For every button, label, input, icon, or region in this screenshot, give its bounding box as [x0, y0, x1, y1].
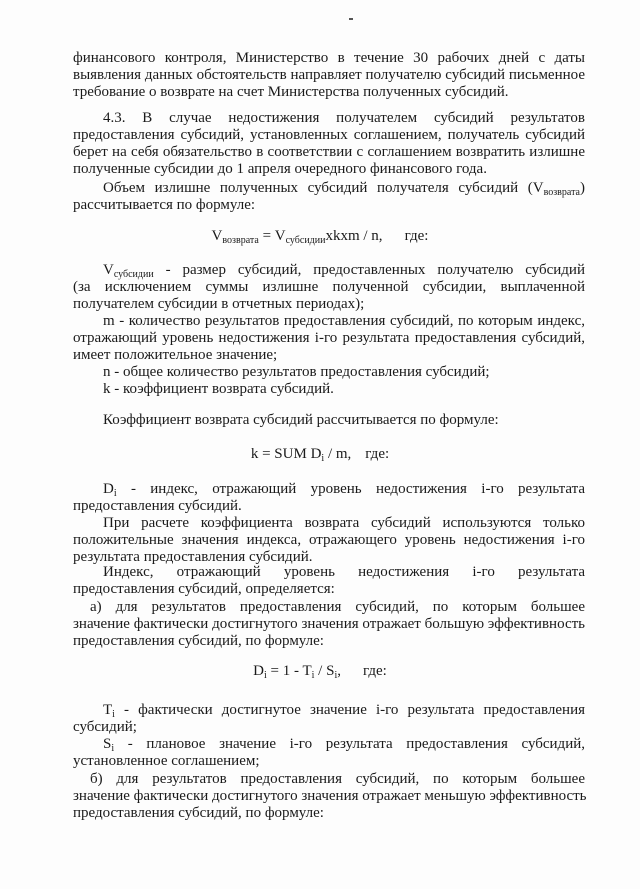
- text-line: Индекс, отражающий уровень недостижения i-го результата: [103, 564, 585, 580]
- text-line: Объем излишне полученных субсидий получателя субсидий $(V_{возврата})$: [103, 180, 585, 198]
- text-line: получателем субсидии в отчетных периодах);: [73, 296, 365, 312]
- text-line: n - общее количество результатов предоставления субсидий;: [103, 364, 490, 380]
- text-line: $T_i$ - фактически достигнутое значение i-го результата предоставления: [103, 702, 585, 720]
- text-line: б) для результатов предоставления субсидий, по которым большее: [90, 771, 585, 787]
- text-line: отражающий уровень недостижения i-го результата предоставления субсидий,: [73, 330, 585, 346]
- text-line: Коэффициент возврата субсидий рассчитывается по формуле:: [103, 412, 499, 428]
- text-line: предоставления субсидий.: [73, 498, 242, 514]
- paragraph-index: [73, 564, 585, 598]
- definition-si: [73, 736, 585, 770]
- definition-di: [73, 481, 585, 515]
- text-line: m - количество результатов предоставления субсидий, по которым индекс,: [103, 313, 585, 329]
- paragraph-k-intro: [73, 412, 585, 429]
- paragraph-case-a: [73, 599, 585, 650]
- formula-v-return: $V_{возврата}$ = $V_{субсидии}xkxm$ / n, где:: [211, 228, 429, 246]
- text-line: финансового контроля, Министерство в течение 30 рабочих дней с даты: [73, 50, 585, 66]
- formula-di: $D_i = 1 - T_i / S_i$, где:: [253, 663, 387, 681]
- text-line: рассчитывается по формуле:: [73, 197, 256, 213]
- text-line: $V_{субсидии}$ - размер субсидий, предоставленных получателю субсидий: [103, 262, 585, 280]
- text-line: имеет положительное значение;: [73, 347, 278, 363]
- text-line: субсидий;: [73, 719, 137, 735]
- text-line: При расчете коэффициента возврата субсидий используются только: [103, 515, 585, 531]
- text-line: а) для результатов предоставления субсидий, по которым большее: [90, 599, 585, 615]
- text-line: (за исключением суммы излишне полученной субсидии, выплаченной: [73, 279, 585, 295]
- text-line: k - коэффициент возврата субсидий.: [103, 381, 334, 397]
- definition-ti: [73, 702, 585, 736]
- text-line: установленное соглашением;: [73, 753, 260, 769]
- definition-m: [73, 313, 585, 364]
- formula-k: k = SUM $D_i$ / m, где:: [250, 446, 390, 464]
- text-line: требование о возврате на счет Министерства полученных субсидий.: [73, 84, 509, 100]
- paragraph-case-b: [73, 771, 585, 822]
- text-line: предоставления субсидий, по формуле:: [73, 633, 324, 649]
- paragraph-4-3: [73, 110, 585, 178]
- text-line: $D_i$ - индекс, отражающий уровень недостижения i-го результата: [103, 481, 585, 499]
- definition-n-k: [73, 364, 585, 398]
- scan-speck: [349, 18, 353, 20]
- text-line: положительные значения индекса, отражающего уровень недостижения i-го: [73, 532, 585, 548]
- text-line: результата предоставления субсидий.: [73, 549, 313, 565]
- text-line: предоставления субсидий, определяется:: [73, 581, 335, 597]
- definition-v-subsidy: [73, 262, 585, 313]
- text-line: берет на себя обязательство в соответствии с соглашением возвратить излишне: [73, 144, 585, 160]
- text-line: предоставления субсидий, установленных соглашением, получатель субсидий: [73, 127, 585, 143]
- text-line: выявления данных обстоятельств направляет получателю субсидий письменное: [73, 67, 585, 83]
- text-line: значение фактически достигнутого значения отражает большую эффективность: [73, 616, 585, 632]
- text-line: значение фактически достигнутого значения отражает меньшую эффективность: [73, 788, 587, 804]
- paragraph-calculation: [73, 515, 585, 566]
- text-line: $S_i$ - плановое значение i-го результата предоставления субсидий,: [103, 736, 585, 754]
- paragraph-return-requirement: [73, 50, 585, 101]
- text-line: предоставления субсидий, по формуле:: [73, 805, 324, 821]
- paragraph-volume: [73, 180, 585, 214]
- text-line: 4.3. В случае недостижения получателем субсидий результатов: [103, 110, 585, 126]
- text-line: полученные субсидии до 1 апреля очередного финансового года.: [73, 161, 487, 177]
